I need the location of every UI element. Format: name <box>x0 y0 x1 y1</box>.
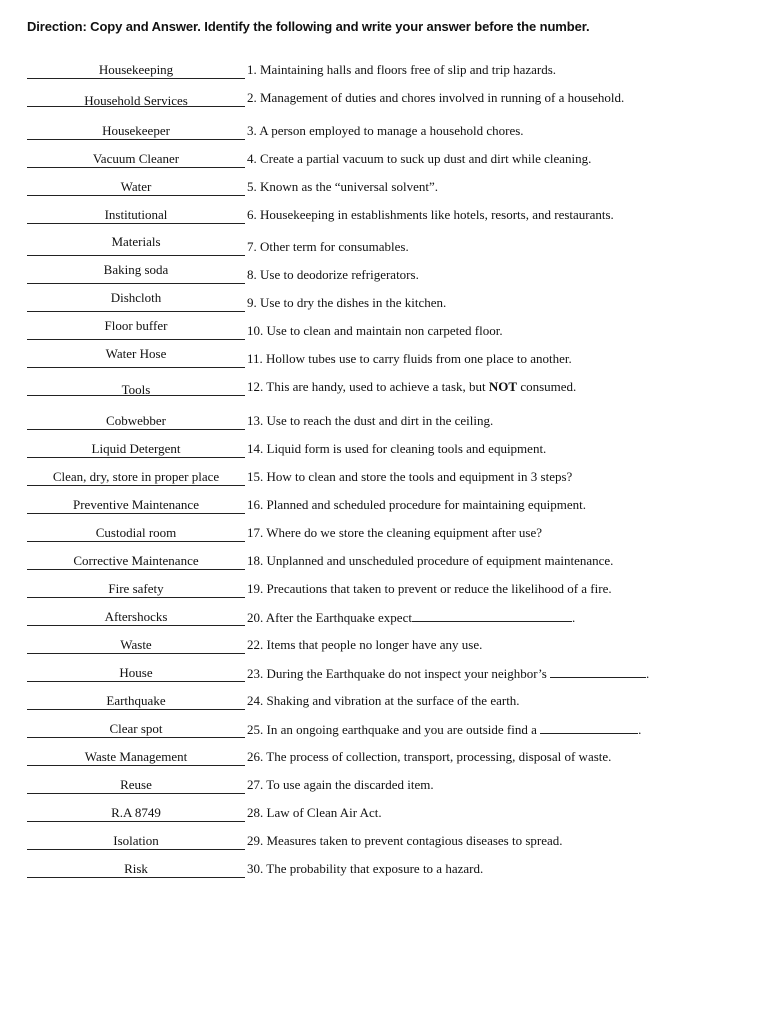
answer-field[interactable]: Vacuum Cleaner <box>27 150 245 168</box>
answer-field[interactable]: Liquid Detergent <box>27 440 245 458</box>
answer-field[interactable]: Corrective Maintenance <box>27 552 245 570</box>
question-text: 18. Unplanned and unscheduled procedure of equipment maintenance. <box>247 553 614 568</box>
question-text: 1. Maintaining halls and floors free of slip and trip hazards. <box>247 62 557 77</box>
question-text-end: . <box>646 666 650 681</box>
answer-field[interactable]: House <box>27 664 245 682</box>
question-text: 2. Management of duties and chores involved in running of a household. <box>247 90 625 105</box>
answer-field[interactable]: Waste Management <box>27 748 245 766</box>
answer-field[interactable]: Clean, dry, store in proper place <box>27 468 245 486</box>
question-text: 24. Shaking and vibration at the surface of the earth. <box>247 693 520 708</box>
list-item <box>0 720 768 740</box>
answer-field[interactable]: Preventive Maintenance <box>27 496 245 514</box>
question-text: 6. Housekeeping in establishments like hotels, resorts, and restaurants. <box>247 207 614 222</box>
question-text-end: . <box>638 722 642 737</box>
list-item <box>0 692 768 712</box>
question-text-start: 25. In an ongoing earthquake and you are outside find a <box>247 722 541 737</box>
list-item <box>0 262 768 282</box>
question-text: 9. Use to dry the dishes in the kitchen. <box>247 295 447 310</box>
question-text: 26. The process of collection, transport, processing, disposal of waste. <box>247 749 612 764</box>
emphasis-not: NOT <box>488 379 518 394</box>
answer-field[interactable]: Reuse <box>27 776 245 794</box>
answer-field[interactable]: Baking soda <box>27 262 245 284</box>
answer-field[interactable]: Housekeeping <box>27 61 245 79</box>
list-item <box>0 178 768 198</box>
question-text <box>247 720 641 738</box>
question-text: 5. Known as the “universal solvent”. <box>247 179 438 194</box>
list-item <box>0 318 768 338</box>
list-item <box>0 378 768 398</box>
question-text: 11. Hollow tubes use to carry fluids from one place to another. <box>247 351 572 366</box>
answer-field[interactable]: Aftershocks <box>27 608 245 626</box>
list-item <box>0 496 768 516</box>
list-item <box>0 346 768 366</box>
answer-field[interactable]: Dishcloth <box>27 290 245 312</box>
answer-field[interactable]: Earthquake <box>27 692 245 710</box>
answer-field[interactable]: Custodial room <box>27 524 245 542</box>
question-text-start: 12. This are handy, used to achieve a task, but <box>247 379 489 394</box>
list-item <box>0 61 768 81</box>
list-item <box>0 804 768 824</box>
question-text-start: 23. During the Earthquake do not inspect your neighbor’s <box>247 666 551 681</box>
question-text: 13. Use to reach the dust and dirt in the ceiling. <box>247 413 494 428</box>
question-text: 17. Where do we store the cleaning equipment after use? <box>247 525 543 540</box>
answer-field[interactable]: Isolation <box>27 832 245 850</box>
direction-heading: Direction: Copy and Answer. Identify the following and write your answer before the number. <box>27 19 590 34</box>
question-text: 28. Law of Clean Air Act. <box>247 805 382 820</box>
answer-field[interactable]: Household Services <box>27 89 245 107</box>
question-text: 10. Use to clean and maintain non carpeted floor. <box>247 323 503 338</box>
fill-in-blank[interactable] <box>550 664 646 678</box>
list-item <box>0 580 768 600</box>
question-text-end: . <box>571 610 576 625</box>
fill-in-blank[interactable] <box>412 608 572 622</box>
question-text: 7. Other term for consumables. <box>247 239 409 254</box>
answer-field[interactable]: Tools <box>27 378 245 396</box>
question-text <box>247 664 649 682</box>
list-item <box>0 440 768 460</box>
list-item <box>0 468 768 488</box>
list-item <box>0 776 768 796</box>
fill-in-blank[interactable] <box>540 720 638 734</box>
answer-field[interactable]: Fire safety <box>27 580 245 598</box>
question-text <box>247 608 575 626</box>
list-item <box>0 290 768 310</box>
question-text-start: 20. After the Earthquake expect <box>247 610 412 625</box>
list-item <box>0 608 768 628</box>
list-item <box>0 664 768 684</box>
answer-field[interactable]: Cobwebber <box>27 412 245 430</box>
question-text: 14. Liquid form is used for cleaning tools and equipment. <box>247 441 547 456</box>
list-item <box>0 748 768 768</box>
answer-field[interactable]: Institutional <box>27 206 245 224</box>
question-text: 29. Measures taken to prevent contagious diseases to spread. <box>247 833 563 848</box>
list-item <box>0 832 768 852</box>
question-text <box>247 378 576 395</box>
answer-field[interactable]: Risk <box>27 860 245 878</box>
question-text: 3. A person employed to manage a household chores. <box>247 123 524 138</box>
answer-field[interactable]: Housekeeper <box>27 122 245 140</box>
answer-field[interactable]: R.A 8749 <box>27 804 245 822</box>
question-text: 27. To use again the discarded item. <box>247 777 434 792</box>
list-item <box>0 234 768 254</box>
list-item <box>0 150 768 170</box>
list-item <box>0 552 768 572</box>
answer-field[interactable]: Floor buffer <box>27 318 245 340</box>
question-text: 16. Planned and scheduled procedure for maintaining equipment. <box>247 497 586 512</box>
question-text-end: consumed. <box>517 379 577 394</box>
answer-field[interactable]: Materials <box>27 234 245 256</box>
answer-field[interactable]: Water Hose <box>27 346 245 368</box>
answer-field[interactable]: Water <box>27 178 245 196</box>
question-text: 8. Use to deodorize refrigerators. <box>247 267 419 282</box>
question-text: 4. Create a partial vacuum to suck up dust and dirt while cleaning. <box>247 151 592 166</box>
list-item <box>0 122 768 142</box>
list-item <box>0 524 768 544</box>
answer-field[interactable]: Waste <box>27 636 245 654</box>
question-text: 15. How to clean and store the tools and equipment in 3 steps? <box>247 469 573 484</box>
question-text: 19. Precautions that taken to prevent or reduce the likelihood of a fire. <box>247 581 612 596</box>
list-item <box>0 636 768 656</box>
question-text: 22. Items that people no longer have any use. <box>247 637 483 652</box>
list-item <box>0 89 768 109</box>
question-text: 30. The probability that exposure to a hazard. <box>247 861 484 876</box>
answer-field[interactable]: Clear spot <box>27 720 245 738</box>
list-item <box>0 860 768 880</box>
list-item <box>0 412 768 432</box>
list-item <box>0 206 768 226</box>
